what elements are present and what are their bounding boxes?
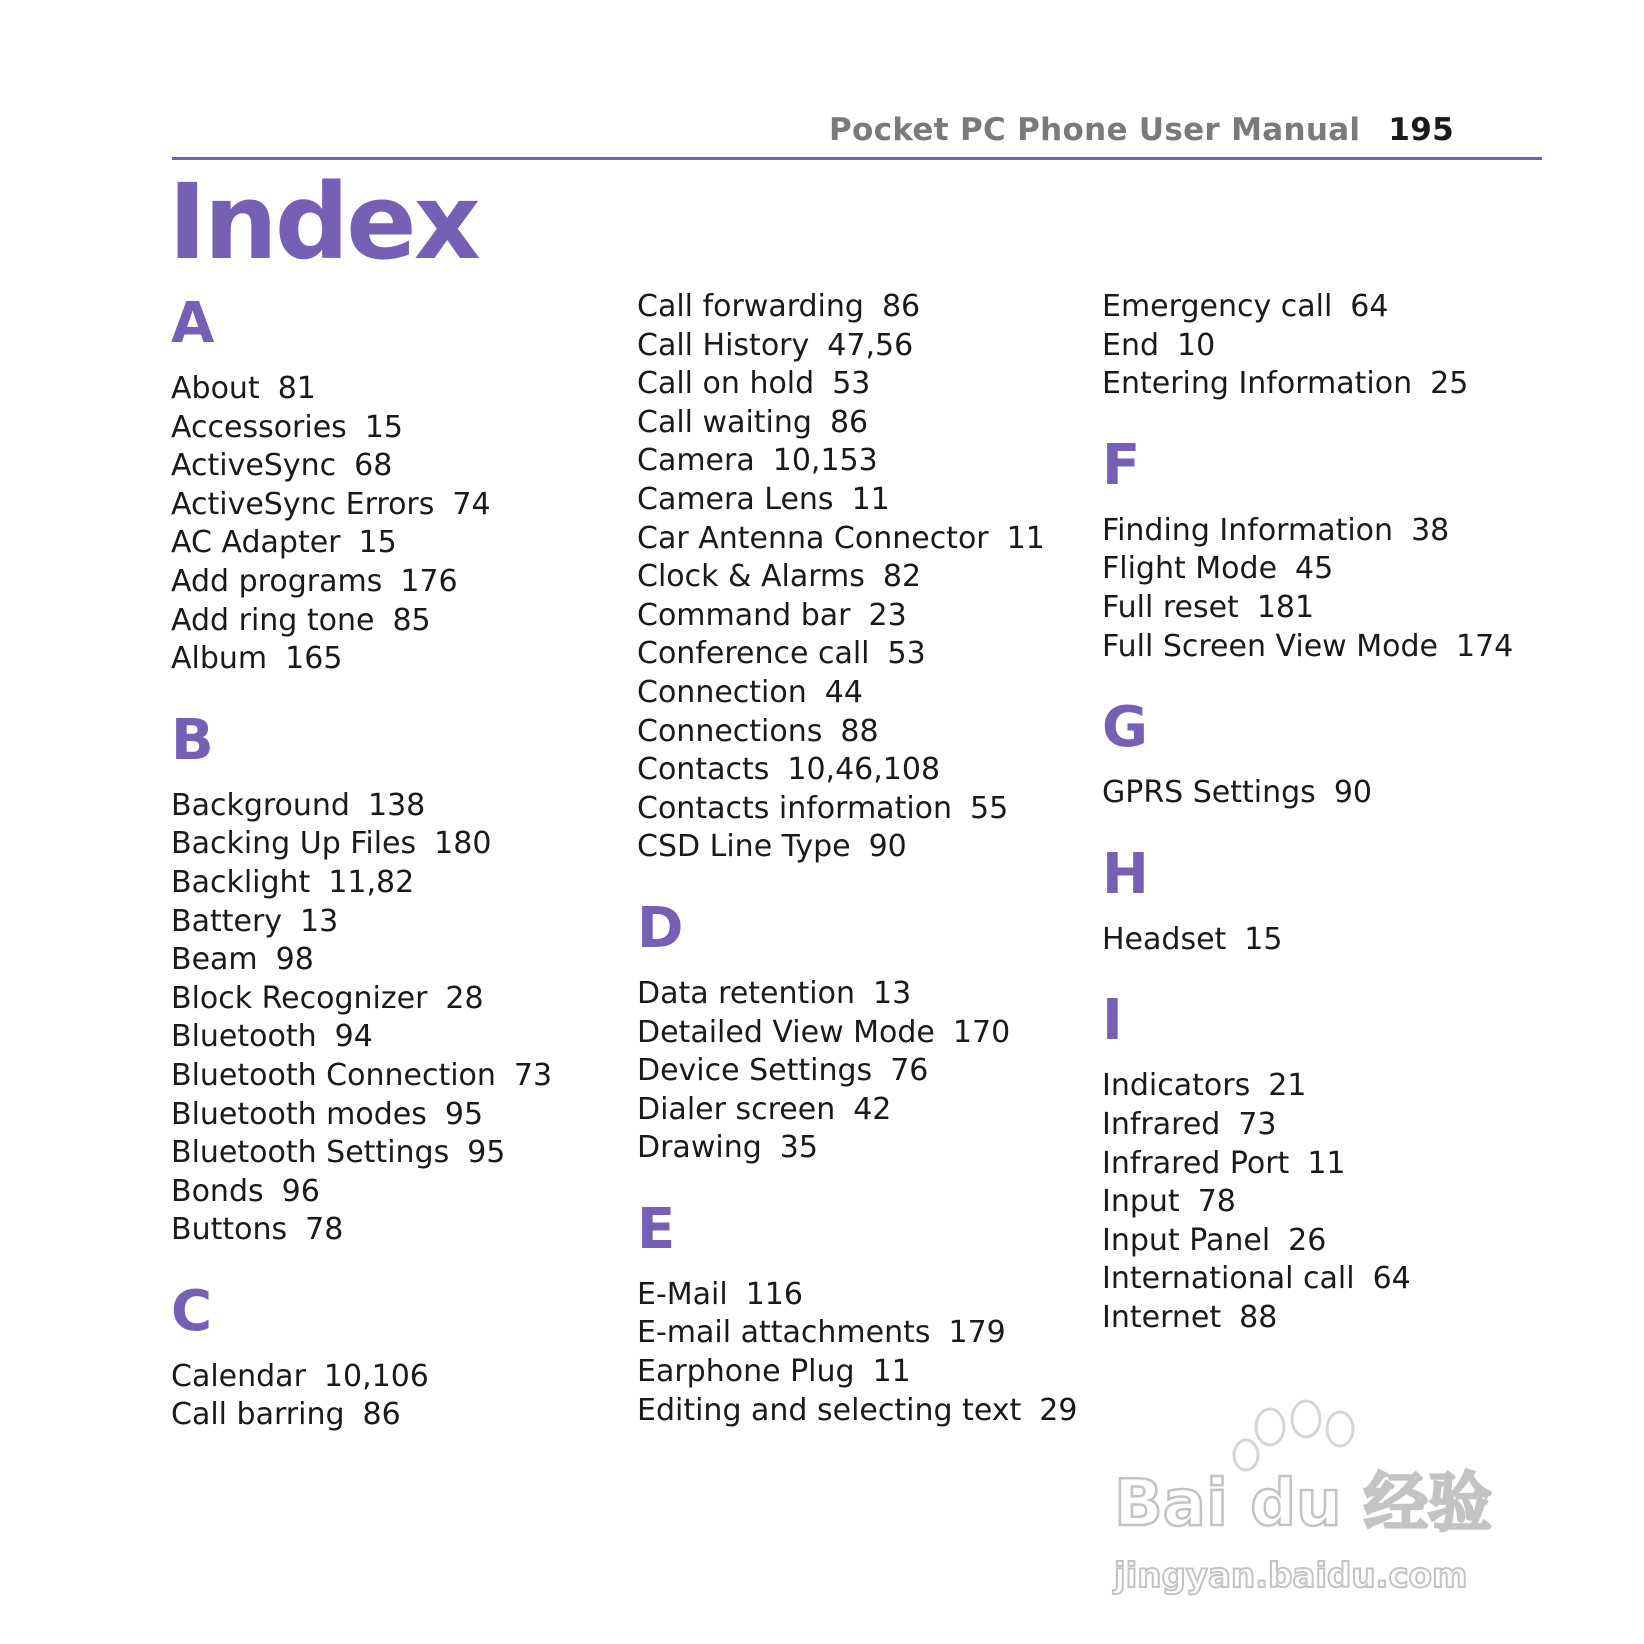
index-entry — [171, 370, 552, 409]
index-entry — [1102, 1106, 1513, 1145]
section-entries — [1102, 774, 1513, 813]
index-section — [171, 1276, 552, 1435]
entry-term: Block Recognizer — [171, 980, 428, 1016]
index-entry — [637, 635, 1077, 674]
entry-term: Full reset — [1102, 589, 1239, 625]
entry-pages: 94 — [334, 1019, 373, 1055]
entry-pages: 116 — [745, 1276, 803, 1312]
section-letter: H — [1102, 841, 1149, 907]
index-entry — [637, 558, 1077, 597]
entry-pages: 23 — [868, 597, 907, 633]
entry-pages: 73 — [1238, 1106, 1277, 1142]
entry-pages: 176 — [400, 563, 458, 599]
section-letter: D — [637, 895, 684, 961]
entry-term: Buttons — [171, 1212, 288, 1248]
entry-pages: 98 — [275, 942, 314, 978]
entry-pages: 10,106 — [323, 1358, 429, 1394]
entry-term: Call waiting — [637, 404, 812, 440]
entry-pages: 53 — [887, 636, 926, 672]
entry-pages: 96 — [281, 1173, 320, 1209]
section-entries — [1102, 288, 1513, 404]
entry-term: Contacts — [637, 752, 770, 788]
section-letter: C — [171, 1278, 213, 1344]
entry-term: Backing Up Files — [171, 826, 417, 862]
entry-pages: 15 — [1244, 921, 1283, 957]
entry-term: Headset — [1102, 921, 1227, 957]
entry-term: Background — [171, 787, 350, 823]
index-entry — [637, 365, 1077, 404]
index-entry — [637, 520, 1077, 559]
index-entry — [171, 1396, 552, 1435]
section-letter: B — [171, 707, 214, 773]
entry-pages: 85 — [392, 602, 431, 638]
index-column-2 — [637, 288, 1077, 1456]
entry-term: Beam — [171, 942, 258, 978]
entry-term: Drawing — [637, 1130, 762, 1166]
entry-pages: 25 — [1430, 366, 1469, 402]
entry-term: About — [171, 371, 260, 406]
entry-term: Connection — [637, 674, 807, 710]
index-entry — [637, 674, 1077, 713]
entry-term: Internet — [1102, 1299, 1222, 1335]
index-entry — [1102, 1183, 1513, 1222]
section-letter: E — [637, 1196, 676, 1262]
entry-term: Infrared — [1102, 1106, 1221, 1142]
entry-pages: 138 — [367, 787, 426, 823]
index-entry — [171, 602, 552, 641]
section-entries — [1102, 1067, 1513, 1337]
entry-pages: 29 — [1039, 1392, 1078, 1428]
index-entry — [1102, 550, 1513, 589]
index-section — [171, 288, 552, 679]
entry-pages: 11 — [872, 1354, 911, 1390]
index-entry — [1102, 1067, 1513, 1106]
entry-pages: 88 — [840, 713, 879, 749]
entry-pages: 10,46,108 — [787, 752, 941, 788]
index-entry — [1102, 774, 1513, 813]
index-entry — [637, 975, 1077, 1014]
index-entry — [1102, 365, 1513, 404]
index-section — [637, 288, 1077, 867]
index-entry — [171, 447, 552, 486]
index-section — [1102, 430, 1513, 666]
entry-pages: 95 — [444, 1096, 484, 1132]
entry-term: Camera Lens — [637, 481, 834, 517]
index-entry — [637, 1129, 1077, 1168]
entry-term: Accessories — [171, 409, 347, 445]
header-rule — [172, 157, 1542, 160]
entry-pages: 181 — [1256, 589, 1315, 625]
entry-term: Editing and selecting text — [637, 1392, 1022, 1428]
index-column-1 — [171, 288, 552, 1461]
entry-term: Car Antenna Connector — [637, 520, 989, 556]
entry-pages: 68 — [354, 448, 393, 484]
entry-pages: 47,56 — [827, 327, 914, 363]
index-section — [171, 705, 552, 1250]
entry-pages: 64 — [1372, 1261, 1411, 1297]
index-entry — [1102, 512, 1513, 551]
entry-pages: 28 — [445, 980, 484, 1016]
entry-term: ActiveSync — [171, 448, 337, 484]
index-entry — [1102, 288, 1513, 327]
manual-title: Pocket PC Phone User Manual — [829, 112, 1361, 148]
entry-term: Bluetooth — [171, 1019, 317, 1055]
entry-term: Finding Information — [1102, 512, 1394, 548]
watermark-brand: Bai du 经验 — [1114, 1467, 1492, 1541]
entry-term: Bluetooth Settings — [171, 1135, 450, 1171]
entry-term: End — [1102, 327, 1160, 363]
entry-pages: 55 — [970, 790, 1009, 826]
entry-term: Data retention — [637, 975, 855, 1011]
section-entries — [171, 1358, 552, 1435]
index-entry — [637, 713, 1077, 752]
index-entry — [171, 787, 552, 826]
entry-pages: 21 — [1268, 1068, 1307, 1104]
entry-term: Detailed View Mode — [637, 1014, 935, 1050]
entry-term: Bluetooth Connection — [171, 1057, 496, 1093]
entry-pages: 81 — [277, 371, 316, 406]
entry-term: Add ring tone — [171, 602, 375, 638]
entry-term: Calendar — [171, 1358, 306, 1394]
entry-pages: 74 — [452, 486, 491, 522]
section-letter: G — [1102, 695, 1148, 761]
entry-pages: 44 — [824, 674, 863, 710]
entry-term: Battery — [171, 903, 283, 939]
entry-term: Call on hold — [637, 366, 815, 402]
index-entry — [171, 980, 552, 1019]
entry-pages: 88 — [1239, 1299, 1278, 1335]
index-entry — [637, 1091, 1077, 1130]
index-entry — [637, 481, 1077, 520]
index-entry — [171, 1134, 552, 1173]
entry-term: Connections — [637, 713, 823, 749]
section-entries — [1102, 512, 1513, 666]
entry-pages: 11 — [1307, 1145, 1346, 1181]
entry-term: Infrared Port — [1102, 1145, 1290, 1181]
index-entry — [171, 941, 552, 980]
entry-pages: 11 — [1006, 520, 1045, 556]
index-entry — [637, 1314, 1077, 1353]
entry-pages: 174 — [1455, 628, 1514, 664]
section-entries — [171, 370, 552, 679]
entry-term: Bonds — [171, 1173, 264, 1209]
entry-pages: 86 — [362, 1397, 401, 1433]
entry-pages: 13 — [300, 903, 339, 939]
entry-pages: 86 — [829, 404, 869, 440]
entry-term: Clock & Alarms — [637, 559, 865, 595]
index-entry — [171, 486, 552, 525]
section-letter: A — [171, 291, 215, 356]
index-entry — [1102, 628, 1513, 667]
running-header — [829, 112, 1454, 148]
index-entry — [171, 640, 552, 679]
index-entry — [171, 1018, 552, 1057]
entry-term: Dialer screen — [637, 1091, 836, 1127]
section-entries — [171, 787, 552, 1250]
index-entry — [637, 327, 1077, 366]
index-entry — [171, 524, 552, 563]
baidu-jingyan-watermark — [1114, 1405, 1570, 1615]
entry-term: Backlight — [171, 864, 311, 900]
section-entries — [1102, 921, 1513, 960]
index-entry — [171, 1057, 552, 1096]
page-title: Index — [168, 161, 478, 283]
index-entry — [1102, 589, 1513, 628]
index-entry — [637, 404, 1077, 443]
entry-term: Entering Information — [1102, 366, 1413, 402]
section-entries — [637, 975, 1077, 1168]
entry-pages: 90 — [1333, 775, 1372, 811]
entry-term: Full Screen View Mode — [1102, 628, 1438, 664]
entry-term: Emergency call — [1102, 289, 1333, 324]
index-entry — [637, 1392, 1077, 1431]
entry-term: Contacts information — [637, 790, 953, 826]
entry-pages: 26 — [1288, 1222, 1327, 1258]
index-entry — [171, 864, 552, 903]
entry-term: Device Settings — [637, 1053, 873, 1089]
entry-term: Indicators — [1102, 1068, 1251, 1104]
entry-term: Add programs — [171, 563, 383, 599]
entry-pages: 45 — [1295, 551, 1334, 587]
index-entry — [637, 1052, 1077, 1091]
index-entry — [171, 1173, 552, 1212]
index-entry — [1102, 1145, 1513, 1184]
index-entry — [171, 825, 552, 864]
entry-pages: 53 — [832, 366, 871, 402]
section-entries — [637, 1276, 1077, 1430]
entry-term: AC Adapter — [171, 525, 341, 561]
entry-pages: 180 — [434, 826, 492, 862]
entry-term: Input — [1102, 1184, 1180, 1220]
index-entry — [171, 903, 552, 942]
entry-term: Conference call — [637, 636, 870, 672]
entry-pages: 179 — [948, 1315, 1006, 1351]
index-entry — [637, 1353, 1077, 1392]
entry-pages: 165 — [285, 641, 343, 677]
entry-term: E-mail attachments — [637, 1315, 931, 1351]
entry-term: International call — [1102, 1261, 1355, 1297]
index-entry — [1102, 1222, 1513, 1261]
section-letter: I — [1102, 988, 1123, 1054]
entry-pages: 170 — [952, 1014, 1011, 1050]
entry-pages: 10,153 — [772, 443, 878, 479]
index-entry — [637, 790, 1077, 829]
entry-pages: 78 — [305, 1212, 344, 1248]
entry-term: CSD Line Type — [637, 829, 851, 865]
entry-term: Command bar — [637, 597, 851, 633]
entry-term: Album — [171, 641, 268, 677]
entry-term: Camera — [637, 443, 755, 479]
index-entry — [637, 1014, 1077, 1053]
entry-pages: 11 — [851, 481, 890, 517]
entry-pages: 38 — [1411, 512, 1450, 548]
entry-term: Call barring — [171, 1397, 345, 1433]
index-entry — [1102, 327, 1513, 366]
entry-pages: 73 — [513, 1057, 553, 1093]
entry-pages: 10 — [1177, 327, 1216, 363]
entry-pages: 13 — [873, 975, 912, 1011]
entry-term: Flight Mode — [1102, 551, 1278, 587]
entry-pages: 82 — [882, 559, 922, 595]
index-entry — [171, 1358, 552, 1397]
index-section — [1102, 985, 1513, 1337]
index-entry — [171, 1096, 552, 1135]
section-letter: F — [1102, 432, 1141, 498]
index-entry — [1102, 1260, 1513, 1299]
entry-pages: 90 — [868, 829, 907, 865]
entry-term: Call forwarding — [637, 289, 864, 324]
index-entry — [1102, 921, 1513, 960]
entry-term: Bluetooth modes — [171, 1096, 427, 1132]
entry-pages: 95 — [467, 1135, 506, 1171]
index-entry — [637, 828, 1077, 867]
index-section — [1102, 839, 1513, 960]
entry-pages: 15 — [358, 525, 397, 561]
entry-pages: 11,82 — [328, 864, 415, 900]
entry-term: Call History — [637, 327, 810, 363]
page-number: 195 — [1388, 112, 1454, 148]
entry-pages: 76 — [890, 1053, 929, 1089]
index-entry — [637, 288, 1077, 327]
entry-pages: 78 — [1197, 1184, 1236, 1220]
entry-pages: 42 — [853, 1091, 892, 1127]
index-column-3 — [1102, 288, 1513, 1364]
index-entry — [637, 1276, 1077, 1315]
entry-term: Earphone Plug — [637, 1354, 855, 1390]
index-section — [1102, 288, 1513, 404]
entry-pages: 86 — [881, 289, 921, 324]
entry-pages: 64 — [1350, 289, 1389, 324]
watermark-url: jingyan.baidu.com — [1114, 1556, 1468, 1596]
section-entries — [637, 288, 1077, 867]
index-entry — [637, 597, 1077, 636]
index-entry — [637, 751, 1077, 790]
index-entry — [171, 1211, 552, 1250]
index-section — [637, 1194, 1077, 1430]
entry-term: E-Mail — [637, 1276, 728, 1312]
index-entry — [637, 442, 1077, 481]
index-section — [1102, 692, 1513, 813]
entry-pages: 15 — [364, 409, 403, 445]
index-section — [637, 893, 1077, 1168]
entry-term: GPRS Settings — [1102, 775, 1316, 811]
entry-term: ActiveSync Errors — [171, 486, 435, 522]
index-entry — [171, 409, 552, 448]
index-entry — [171, 563, 552, 602]
entry-pages: 35 — [779, 1130, 818, 1166]
entry-term: Input Panel — [1102, 1222, 1271, 1258]
index-entry — [1102, 1299, 1513, 1338]
